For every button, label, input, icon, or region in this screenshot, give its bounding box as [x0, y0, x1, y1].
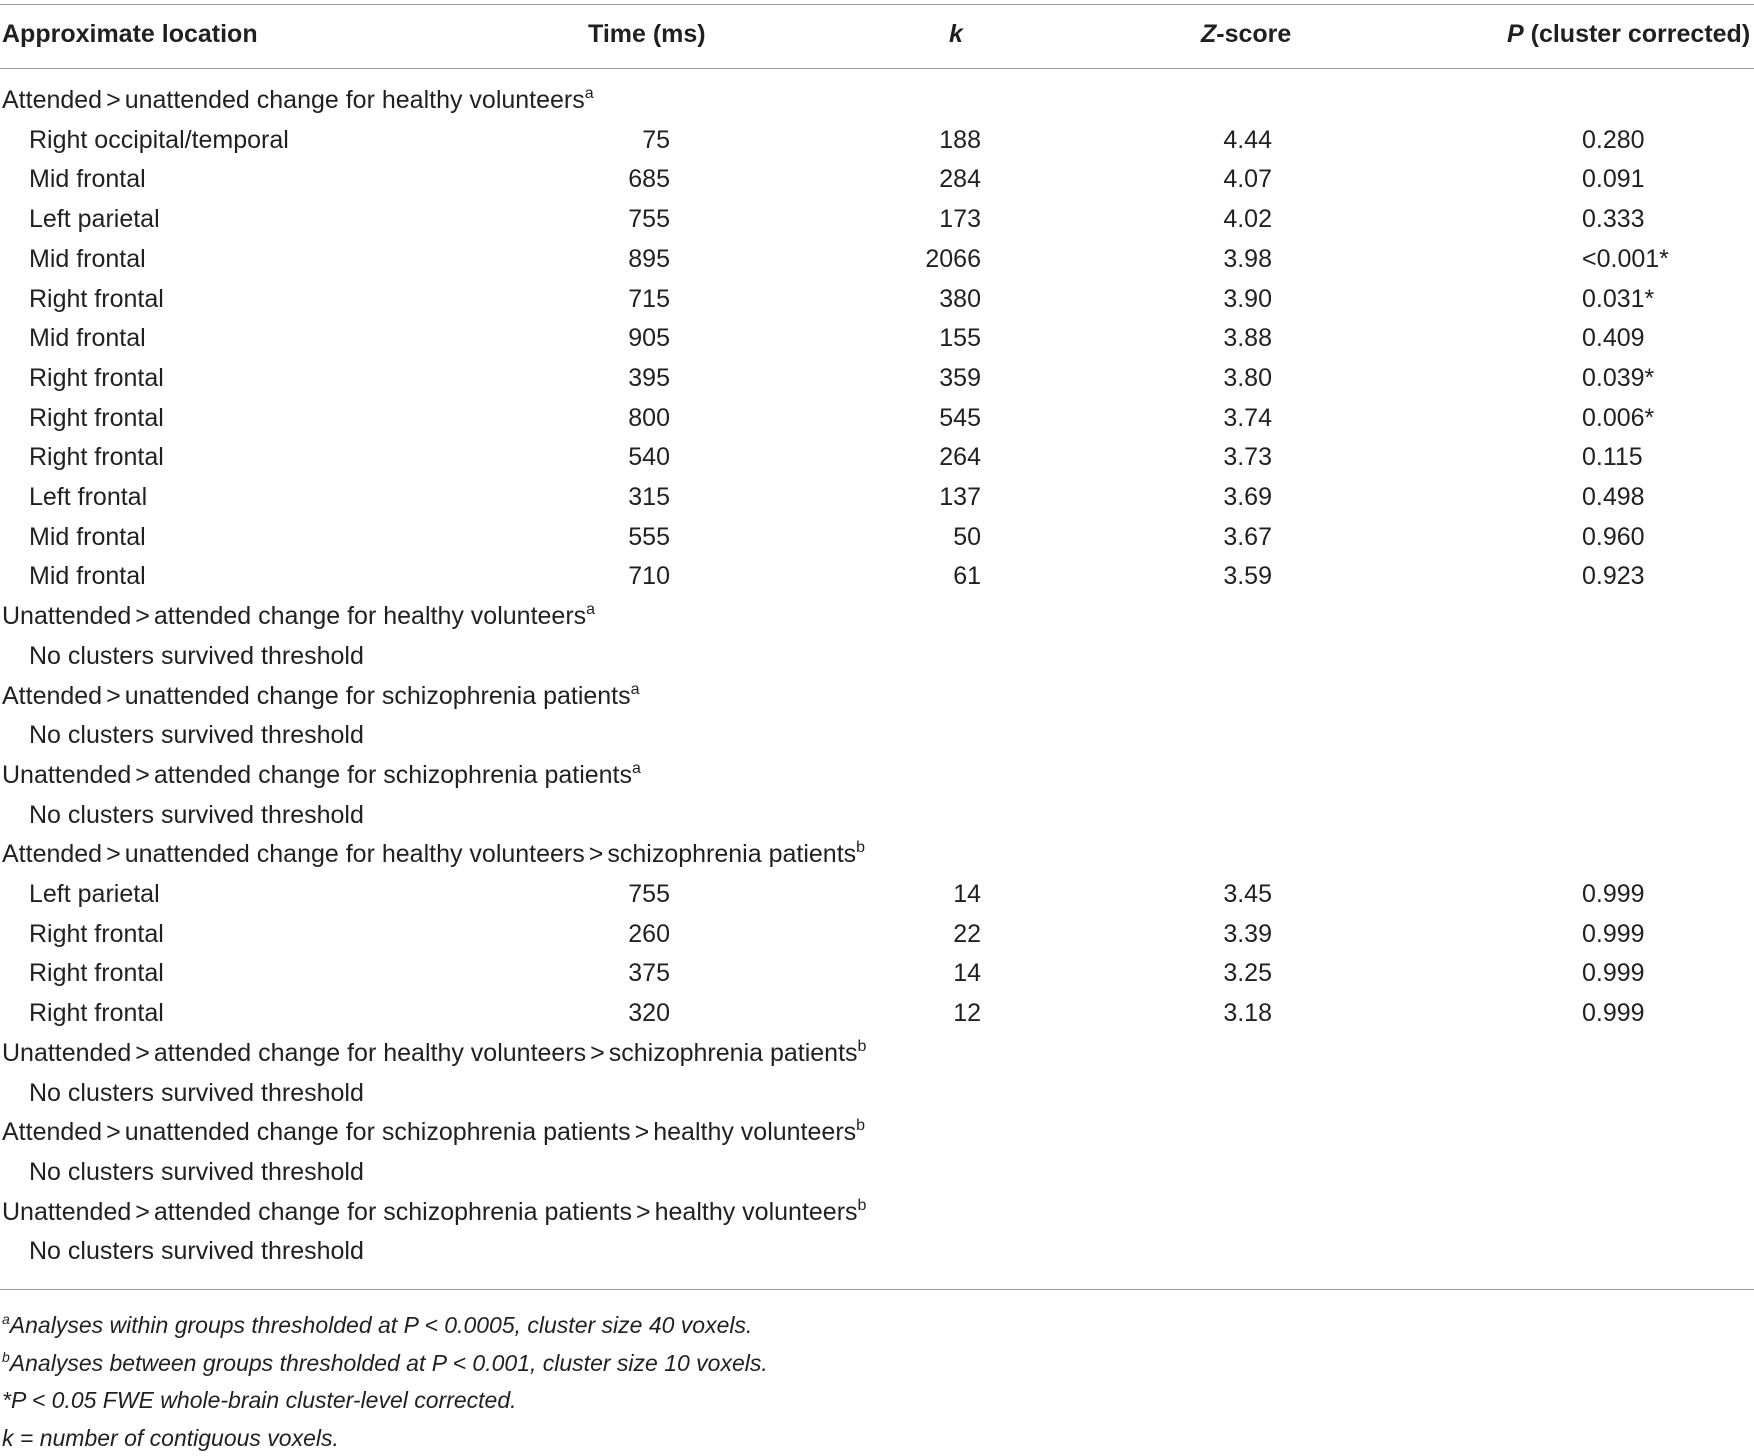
section-row — [0, 834, 1754, 874]
cell-z-score: 3.74 — [1223, 403, 1272, 432]
cell-k: 12 — [953, 999, 981, 1028]
table-row — [0, 874, 1754, 914]
header-k — [949, 14, 963, 54]
cell-location: Right frontal — [29, 443, 164, 472]
cell-k: 188 — [939, 125, 981, 154]
table-row — [0, 517, 1754, 557]
cell-p-value: <0.001* — [1582, 244, 1669, 273]
section-title-text: Unattended > attended change for schizophrenia patients — [2, 760, 633, 789]
cell-location: Left parietal — [29, 205, 160, 234]
footnote-marker: a — [632, 759, 641, 777]
cell-time: 540 — [628, 443, 670, 472]
cell-z-score: 3.25 — [1223, 959, 1272, 988]
greater-than-sign: > — [106, 840, 121, 869]
section-title — [2, 1192, 866, 1232]
table-top-rule — [0, 4, 1754, 5]
section-row — [0, 80, 1754, 120]
cell-location: Right frontal — [29, 999, 164, 1028]
cell-time: 555 — [628, 522, 670, 551]
section-row — [0, 1192, 1754, 1232]
cell-k: 545 — [939, 403, 981, 432]
section-title — [2, 596, 595, 636]
cell-z-score: 3.98 — [1223, 244, 1272, 273]
footnote-line — [0, 1382, 1754, 1418]
footnote-line — [0, 1420, 1754, 1456]
header-z-score — [1201, 14, 1291, 54]
cell-p-value: 0.960 — [1582, 522, 1645, 551]
cell-location: Right frontal — [29, 959, 164, 988]
cell-time: 75 — [642, 125, 670, 154]
section-title — [2, 755, 641, 795]
footnote-content — [2, 1420, 339, 1456]
no-clusters-text: No clusters survived threshold — [29, 1078, 364, 1107]
table-row — [0, 239, 1754, 279]
cell-k: 14 — [953, 959, 981, 988]
cell-k: 380 — [939, 284, 981, 313]
cell-p-value: 0.031* — [1582, 284, 1655, 313]
no-clusters-row — [0, 795, 1754, 835]
section-title — [2, 834, 865, 874]
header-time: Time (ms) — [588, 20, 706, 48]
cell-p-value: 0.498 — [1582, 483, 1645, 511]
cell-k: 264 — [939, 443, 981, 472]
table-row — [0, 914, 1754, 954]
cell-k: 14 — [953, 880, 981, 908]
header-location: Approximate location — [2, 20, 258, 48]
cell-time: 905 — [628, 324, 670, 353]
cell-location: Right frontal — [29, 284, 164, 313]
cell-z-score: 3.45 — [1223, 880, 1272, 908]
cell-z-score: 3.69 — [1223, 483, 1272, 511]
cell-z-score: 3.80 — [1223, 363, 1272, 392]
cell-k: 284 — [939, 165, 981, 194]
table-row — [0, 358, 1754, 398]
cell-p-value: 0.999 — [1582, 919, 1645, 948]
footnote-marker: b — [857, 1196, 867, 1214]
table-row — [0, 556, 1754, 596]
section-title-text: Attended > unattended change for schizophrenia patients > healthy volunteers — [2, 1118, 857, 1147]
cell-p-value: 0.006* — [1582, 403, 1655, 432]
cell-k: 22 — [953, 919, 981, 948]
section-title — [2, 1112, 865, 1152]
cell-z-score: 4.44 — [1223, 125, 1272, 154]
cell-z-score: 4.02 — [1223, 205, 1272, 234]
cell-time: 315 — [628, 483, 670, 511]
cell-z-score: 3.88 — [1223, 324, 1272, 353]
footnote-mark: b — [2, 1348, 10, 1365]
footnote-text: k = number of contiguous voxels. — [2, 1424, 339, 1451]
cell-k: 359 — [939, 363, 981, 392]
cell-location: Right frontal — [29, 403, 164, 432]
header-p-suffix: (cluster corrected) — [1523, 20, 1751, 48]
header-p-symbol: P — [1507, 20, 1524, 48]
cell-z-score: 3.90 — [1223, 284, 1272, 313]
cell-location: Mid frontal — [29, 522, 146, 551]
greater-than-sign: > — [634, 1118, 650, 1147]
footnote-content — [2, 1382, 517, 1418]
table-bottom-rule — [0, 1289, 1754, 1290]
cell-p-value: 0.409 — [1582, 324, 1645, 353]
footnote-marker: a — [586, 601, 596, 619]
cell-z-score: 3.67 — [1223, 522, 1272, 551]
no-clusters-text: No clusters survived threshold — [29, 721, 364, 750]
no-clusters-text: No clusters survived threshold — [29, 1237, 364, 1266]
cell-time: 895 — [628, 244, 670, 273]
section-title-text: Attended > unattended change for healthy volunteers > schizophrenia patients — [2, 840, 857, 869]
section-row — [0, 676, 1754, 716]
footnote-marker: b — [856, 1117, 866, 1135]
table-row — [0, 279, 1754, 319]
section-row — [0, 1033, 1754, 1073]
cell-p-value: 0.091 — [1582, 165, 1645, 194]
cell-location: Mid frontal — [29, 324, 146, 353]
section-row — [0, 596, 1754, 636]
no-clusters-row — [0, 1231, 1754, 1271]
cell-p-value: 0.039* — [1582, 363, 1655, 392]
cell-k: 50 — [953, 522, 981, 551]
cell-z-score: 3.18 — [1223, 999, 1272, 1028]
cell-location: Right frontal — [29, 363, 164, 392]
no-clusters-text: No clusters survived threshold — [29, 1157, 364, 1186]
cell-z-score: 3.59 — [1223, 562, 1272, 591]
cell-time: 320 — [628, 999, 670, 1028]
footnote-marker: b — [856, 839, 866, 857]
cell-location: Mid frontal — [29, 165, 146, 194]
table-row — [0, 159, 1754, 199]
footnote-line — [0, 1307, 1754, 1343]
cell-k: 173 — [939, 205, 981, 234]
section-title — [2, 676, 640, 716]
section-title-text: Unattended > attended change for healthy volunteers > schizophrenia patients — [2, 1038, 858, 1067]
section-row — [0, 1112, 1754, 1152]
greater-than-sign: > — [135, 602, 150, 631]
cell-z-score: 3.39 — [1223, 919, 1272, 948]
cell-location: Right occipital/temporal — [29, 125, 289, 154]
section-title-text: Attended > unattended change for schizophrenia patients — [2, 681, 631, 710]
table-row — [0, 199, 1754, 239]
cell-p-value: 0.115 — [1582, 443, 1643, 472]
cell-location: Mid frontal — [29, 562, 146, 591]
section-title-text: Unattended > attended change for healthy volunteers — [2, 602, 587, 631]
cell-time: 685 — [628, 165, 670, 194]
table-row — [0, 398, 1754, 438]
header-z-suffix: -score — [1216, 20, 1292, 48]
cell-z-score: 3.73 — [1223, 443, 1272, 472]
header-z-symbol: Z — [1201, 20, 1217, 48]
cell-k: 137 — [939, 483, 981, 511]
cell-p-value: 0.923 — [1582, 562, 1645, 591]
cell-time: 395 — [628, 363, 670, 392]
cell-time: 260 — [628, 919, 670, 948]
table-row — [0, 120, 1754, 160]
cell-time: 375 — [628, 959, 670, 988]
footnote-content — [2, 1307, 752, 1343]
no-clusters-row — [0, 1073, 1754, 1113]
cell-time: 755 — [628, 205, 670, 234]
greater-than-sign: > — [135, 760, 150, 789]
table-row — [0, 953, 1754, 993]
footnote-marker: b — [857, 1037, 867, 1055]
cell-p-value: 0.999 — [1582, 880, 1645, 908]
table-header-rule — [0, 68, 1754, 69]
cell-time: 800 — [628, 403, 670, 432]
cell-k: 61 — [953, 562, 981, 591]
table-row — [0, 477, 1754, 517]
footnote-text: Analyses within groups thresholded at P < 0.0005, cluster size 40 voxels. — [9, 1312, 753, 1338]
cell-p-value: 0.999 — [1582, 959, 1645, 988]
greater-than-sign: > — [106, 86, 121, 114]
cell-p-value: 0.333 — [1582, 205, 1645, 234]
greater-than-sign: > — [135, 1197, 150, 1226]
greater-than-sign: > — [106, 1118, 121, 1147]
cell-k: 2066 — [925, 244, 981, 273]
cell-location: Left frontal — [29, 483, 148, 511]
no-clusters-text: No clusters survived threshold — [29, 800, 364, 829]
greater-than-sign: > — [590, 1038, 605, 1067]
footnote-text: Analyses between groups thresholded at P < 0.001, cluster size 10 voxels. — [9, 1349, 768, 1376]
section-title — [2, 1033, 866, 1073]
cell-location: Mid frontal — [29, 244, 146, 273]
footnote-mark: a — [2, 1311, 10, 1327]
table-row — [0, 993, 1754, 1033]
section-title-text: Attended > unattended change for healthy volunteers — [2, 86, 585, 114]
cell-p-value: 0.280 — [1582, 125, 1645, 154]
cell-k: 155 — [939, 324, 981, 353]
cell-z-score: 4.07 — [1223, 165, 1272, 194]
header-k-symbol: k — [949, 20, 963, 48]
cell-time: 715 — [628, 284, 670, 313]
table-row — [0, 318, 1754, 358]
footnote-content — [2, 1345, 768, 1381]
cell-p-value: 0.999 — [1582, 999, 1645, 1028]
greater-than-sign: > — [135, 1038, 150, 1067]
footnote-marker: a — [584, 85, 594, 102]
footnote-line — [0, 1345, 1754, 1381]
greater-than-sign: > — [106, 681, 121, 710]
no-clusters-row — [0, 636, 1754, 676]
no-clusters-row — [0, 1152, 1754, 1192]
greater-than-sign: > — [636, 1197, 651, 1226]
header-p-cluster-corrected — [1507, 14, 1750, 54]
no-clusters-row — [0, 715, 1754, 755]
table-row — [0, 437, 1754, 477]
footnote-text: *P < 0.05 FWE whole-brain cluster-level corrected. — [2, 1387, 517, 1413]
cell-location: Right frontal — [29, 919, 164, 948]
cell-time: 710 — [628, 562, 670, 591]
cell-location: Left parietal — [29, 880, 160, 908]
section-row — [0, 755, 1754, 795]
greater-than-sign: > — [588, 840, 604, 869]
section-title — [2, 80, 594, 120]
section-title-text: Unattended > attended change for schizophrenia patients > healthy volunteers — [2, 1197, 858, 1226]
cell-time: 755 — [628, 880, 670, 908]
no-clusters-text: No clusters survived threshold — [29, 641, 364, 670]
footnote-marker: a — [630, 680, 640, 698]
